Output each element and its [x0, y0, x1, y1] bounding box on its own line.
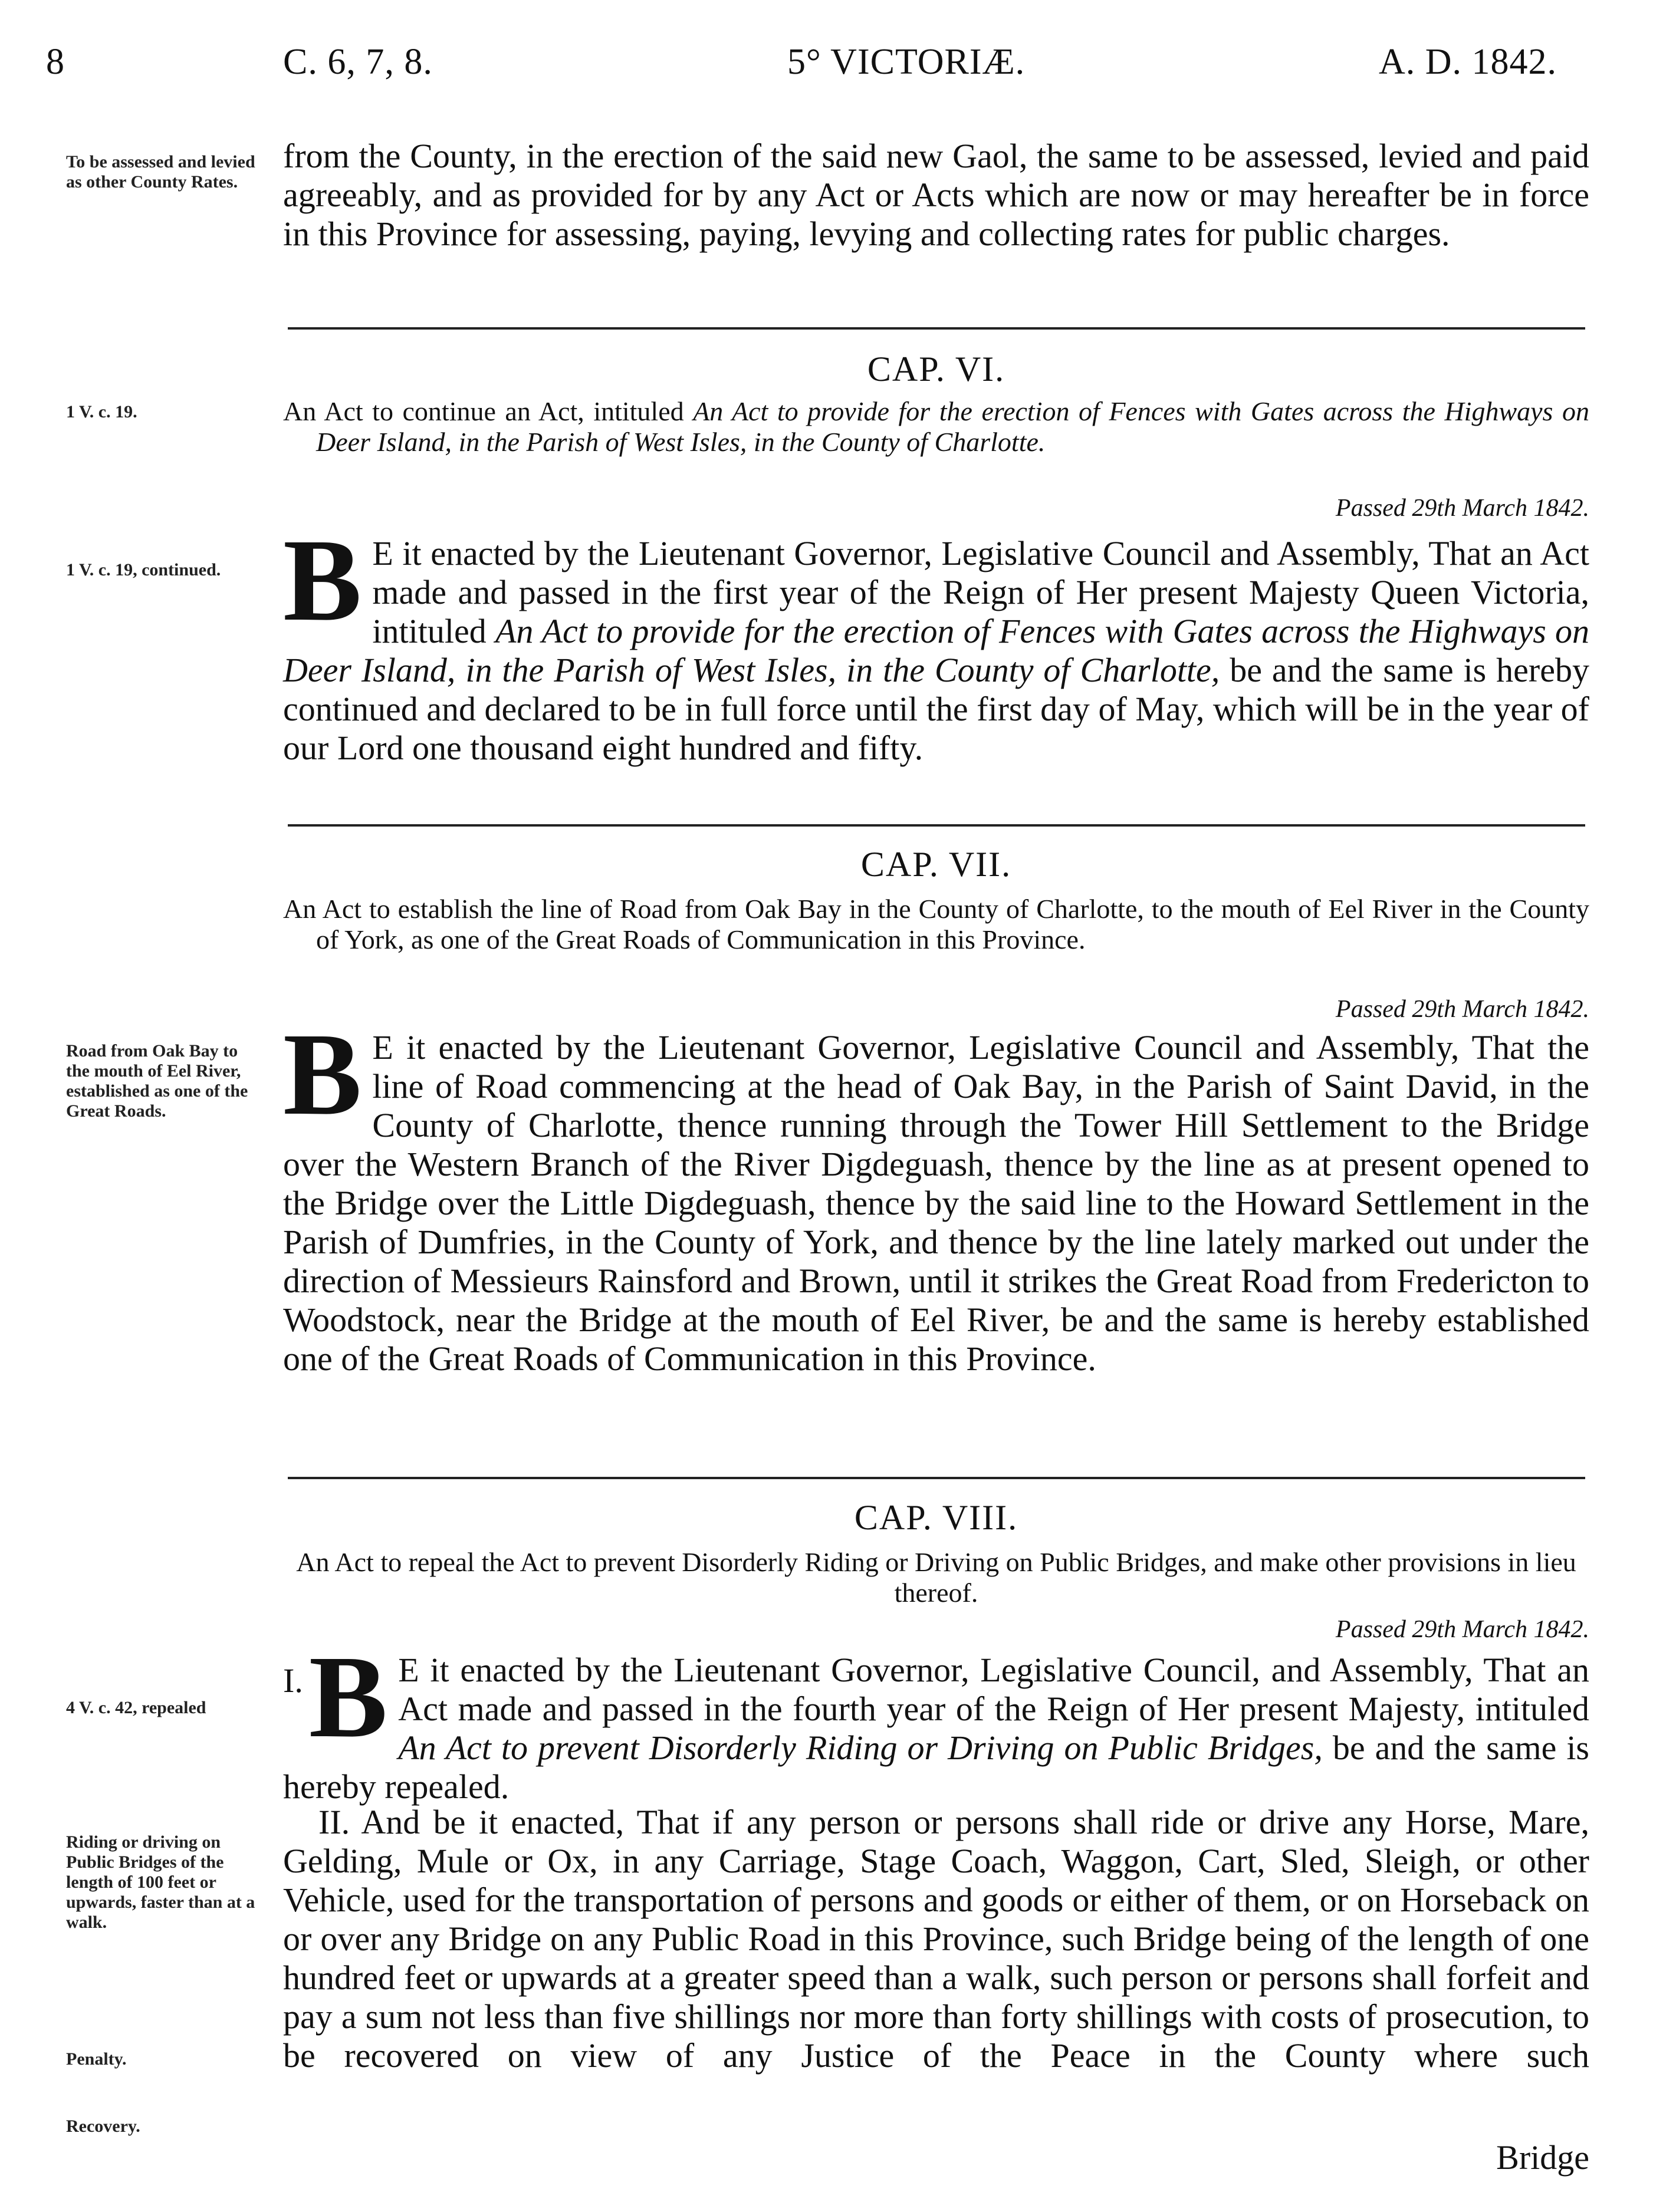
cap8-passed-date: Passed 29th March 1842. — [1335, 1616, 1589, 1643]
cap7-heading: CAP. VII. — [860, 845, 1012, 884]
cap8-title-text: An Act to repeal the Act to prevent Disorderly Riding or Driving on Public Bridges, and make other provisions in lieu thereof. — [296, 1547, 1576, 1608]
rule-divider — [288, 327, 1585, 330]
cap6-body — [283, 515, 1589, 768]
cap7-dropcap: B — [283, 1009, 362, 1140]
reign-title: 5° VICTORIÆ. — [787, 42, 1026, 82]
cap8-section-1 — [283, 1632, 1589, 1806]
cap8-sec1-a: E it enacted by the Lieutenant Governor, Legislative Council, and Assembly, That an Act made and passed in the fourth year of the Reign of Her present Majesty, intituled — [398, 1651, 1589, 1728]
cap6-passed-date: Passed 29th March 1842. — [1335, 495, 1589, 522]
cap6-text-b: be and the same is hereby continued and declared to be in full force until the first day of May, which will be in the year of our Lord one thousand eight hundred and fifty. — [283, 651, 1589, 767]
margin-note-assessment: To be assessed and levied as other County Rates. — [66, 152, 255, 192]
cap6-title — [283, 396, 1589, 457]
catchword: Bridge — [1496, 2138, 1589, 2177]
running-header — [0, 41, 1653, 112]
cap7-title-text: An Act to establish the line of Road from Oak Bay in the County of Charlotte, to the mouth of Eel River in the County of York, as one of the Great Roads of Communication in this Province. — [283, 894, 1589, 954]
intro-paragraph — [283, 137, 1589, 254]
cap6-margin-note: 1 V. c. 19, continued. — [66, 560, 221, 580]
cap8-heading: CAP. VIII. — [854, 1498, 1018, 1537]
year: A. D. 1842. — [1379, 42, 1557, 82]
cap8-dropcap: B — [308, 1632, 388, 1762]
cap6-title-plain: An Act to continue an Act, intituled — [283, 396, 694, 426]
cap6-title-italic: An Act to provide for the erection of Fences with Gates across the Highways on Deer Island, in the Parish of West Isles, in the County of Charlotte. — [316, 396, 1590, 457]
cap8-sec2-margin: Riding or driving on Public Bridges of the length of 100 feet or upwards, faster than at a walk. — [66, 1832, 255, 1932]
rule-divider — [288, 1477, 1585, 1479]
cap6-text-a: E it enacted by the Lieutenant Governor, Legislative Council and Assembly, That an Act made and passed in the first year of the Reign of Her present Majesty Queen Victoria, intituled — [372, 534, 1589, 650]
cap7-text: E it enacted by the Lieutenant Governor, Legislative Council and Assembly, That the line of Road commencing at the head of Oak Bay, in the Parish of Saint David, in the County of Charlotte, thence running through the Tower Hill Settlement to the Bridge over the Western Branch of the River Digdeguash, thence by the line as at present opened to the Bridge over the Little Digdeguash, thence by the said line to the Howard Settlement in the Parish of Dumfries, in the County of York, and thence by the line lately marked out under the direction of Messieurs Rainsford and Brown, until it strikes the Great Road from Fredericton to Woodstock, near the Bridge at the mouth of Eel River, be and the same is hereby established one of the Great Roads of Communication in this Province. — [283, 1028, 1589, 1378]
cap6-dropcap: B — [283, 515, 362, 646]
cap6-margin-ref: 1 V. c. 19. — [66, 402, 137, 422]
intro-text: from the County, in the erection of the said new Gaol, the same to be assessed, levied and paid agreeably, and as provided for by any Act or Acts which are now or may hereafter be in force in this Province for assessing, paying, levying and collecting rates for public charges. — [283, 137, 1589, 253]
cap8-penalty-note: Penalty. — [66, 2049, 127, 2069]
cap8-recovery-note: Recovery. — [66, 2116, 140, 2136]
cap7-margin-note: Road from Oak Bay to the mouth of Eel River, established as one of the Great Roads. — [66, 1041, 248, 1121]
rule-divider — [288, 824, 1585, 827]
cap7-passed-date: Passed 29th March 1842. — [1335, 996, 1589, 1023]
cap8-sec1-italic: An Act to prevent Disorderly Riding or Driving on Public Bridges, — [398, 1729, 1323, 1767]
cap8-sec1-margin: 4 V. c. 42, repealed — [66, 1698, 206, 1717]
chapter-numbers: C. 6, 7, 8. — [283, 42, 433, 82]
cap7-title — [283, 894, 1589, 955]
cap6-heading: CAP. VI. — [867, 350, 1005, 389]
cap8-section-2 — [283, 1803, 1589, 2075]
cap8-sec2-text: II. And be it enacted, That if any person or persons shall ride or drive any Horse, Mare, Gelding, Mule or Ox, in any Carriage, Stage Coach, Waggon, Cart, Sled, Sleigh, or other Vehicle, used for the transportation of persons and goods or either of them, or on Horseback on or over any Bridge on any Public Road in this Province, such Bridge being of the length of one hundred feet or upwards at a greater speed than a walk, such person or persons shall forfeit and pay a sum not less than five shillings nor more than forty shillings with costs of prosecution, to be recovered on view of any Justice of the Peace in the County where such — [283, 1803, 1589, 2075]
cap8-sec1-b: be and the same is hereby repealed. — [283, 1729, 1589, 1806]
cap6-text-italic: An Act to provide for the erection of Fences with Gates across the Highways on Deer Island, in the Parish of West Isles, in the County of Charlotte, — [283, 612, 1589, 689]
cap8-title — [283, 1547, 1589, 1608]
page-number: 8 — [46, 42, 65, 82]
cap8-sec1-number: I. — [283, 1661, 303, 1700]
